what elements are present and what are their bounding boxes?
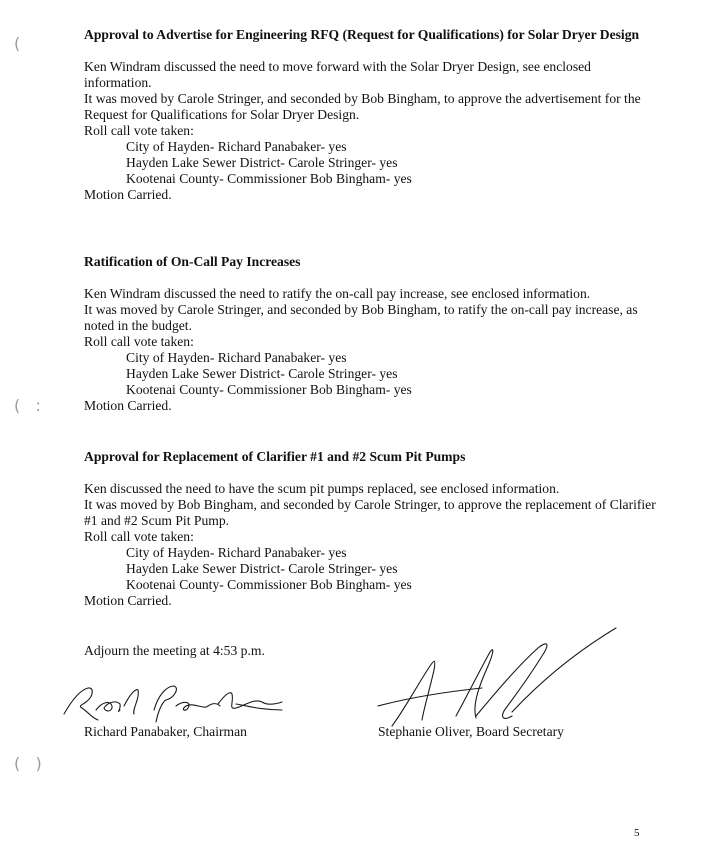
motion-result: Motion Carried.	[84, 398, 172, 413]
paragraph: It was moved by Carole Stringer, and seconded by Bob Bingham, to ratify the on-call pay increase, as noted in the budget.	[84, 302, 638, 333]
section-heading: Ratification of On-Call Pay Increases	[84, 254, 301, 269]
page-number: 5	[634, 827, 640, 839]
section-on-call-pay	[84, 254, 659, 414]
paragraph: Ken discussed the need to have the scum pit pumps replaced, see enclosed information.	[84, 481, 560, 496]
motion-result: Motion Carried.	[84, 593, 172, 608]
secretary-name: Stephanie Oliver, Board Secretary	[378, 724, 564, 739]
vote-line: Kootenai County- Commissioner Bob Bingham- yes	[126, 577, 412, 592]
vote-line: Kootenai County- Commissioner Bob Bingham- yes	[126, 382, 412, 397]
roll-call-label: Roll call vote taken:	[84, 529, 194, 544]
binder-hole-mark: ( )	[14, 754, 42, 773]
motion-result: Motion Carried.	[84, 187, 172, 202]
chairman-name: Richard Panabaker, Chairman	[84, 724, 247, 739]
binder-hole-mark: ( :	[14, 396, 41, 415]
adjourn-statement: Adjourn the meeting at 4:53 p.m.	[84, 643, 265, 658]
roll-call-label: Roll call vote taken:	[84, 123, 194, 138]
section-scum-pit-pumps	[84, 449, 659, 609]
binder-hole-mark: (	[14, 34, 21, 53]
secretary-signature	[372, 622, 632, 732]
vote-line: Hayden Lake Sewer District- Carole Stringer- yes	[126, 561, 398, 576]
vote-line: City of Hayden- Richard Panabaker- yes	[126, 350, 347, 365]
paragraph: Ken Windram discussed the need to ratify the on-call pay increase, see enclosed information.	[84, 286, 591, 301]
section-heading: Approval to Advertise for Engineering RFQ (Request for Qualifications) for Solar Dryer Design	[84, 27, 640, 42]
vote-line: Hayden Lake Sewer District- Carole Stringer- yes	[126, 366, 398, 381]
section-heading: Approval for Replacement of Clarifier #1 and #2 Scum Pit Pumps	[84, 449, 466, 464]
vote-line: Kootenai County- Commissioner Bob Bingham- yes	[126, 171, 412, 186]
paragraph: It was moved by Bob Bingham, and seconded by Carole Stringer, to approve the replacement of Clarifier #1 and #2 Scum Pit Pump.	[84, 497, 656, 528]
roll-call-label: Roll call vote taken:	[84, 334, 194, 349]
chairman-signature	[58, 680, 288, 730]
vote-line: Hayden Lake Sewer District- Carole Stringer- yes	[126, 155, 398, 170]
paragraph: It was moved by Carole Stringer, and seconded by Bob Bingham, to approve the advertisement for the Request for Qualifications for Solar Dryer Design.	[84, 91, 641, 122]
vote-line: City of Hayden- Richard Panabaker- yes	[126, 545, 347, 560]
section-solar-dryer-rfq	[84, 27, 659, 203]
vote-line: City of Hayden- Richard Panabaker- yes	[126, 139, 347, 154]
paragraph: Ken Windram discussed the need to move forward with the Solar Dryer Design, see enclosed information.	[84, 59, 591, 90]
